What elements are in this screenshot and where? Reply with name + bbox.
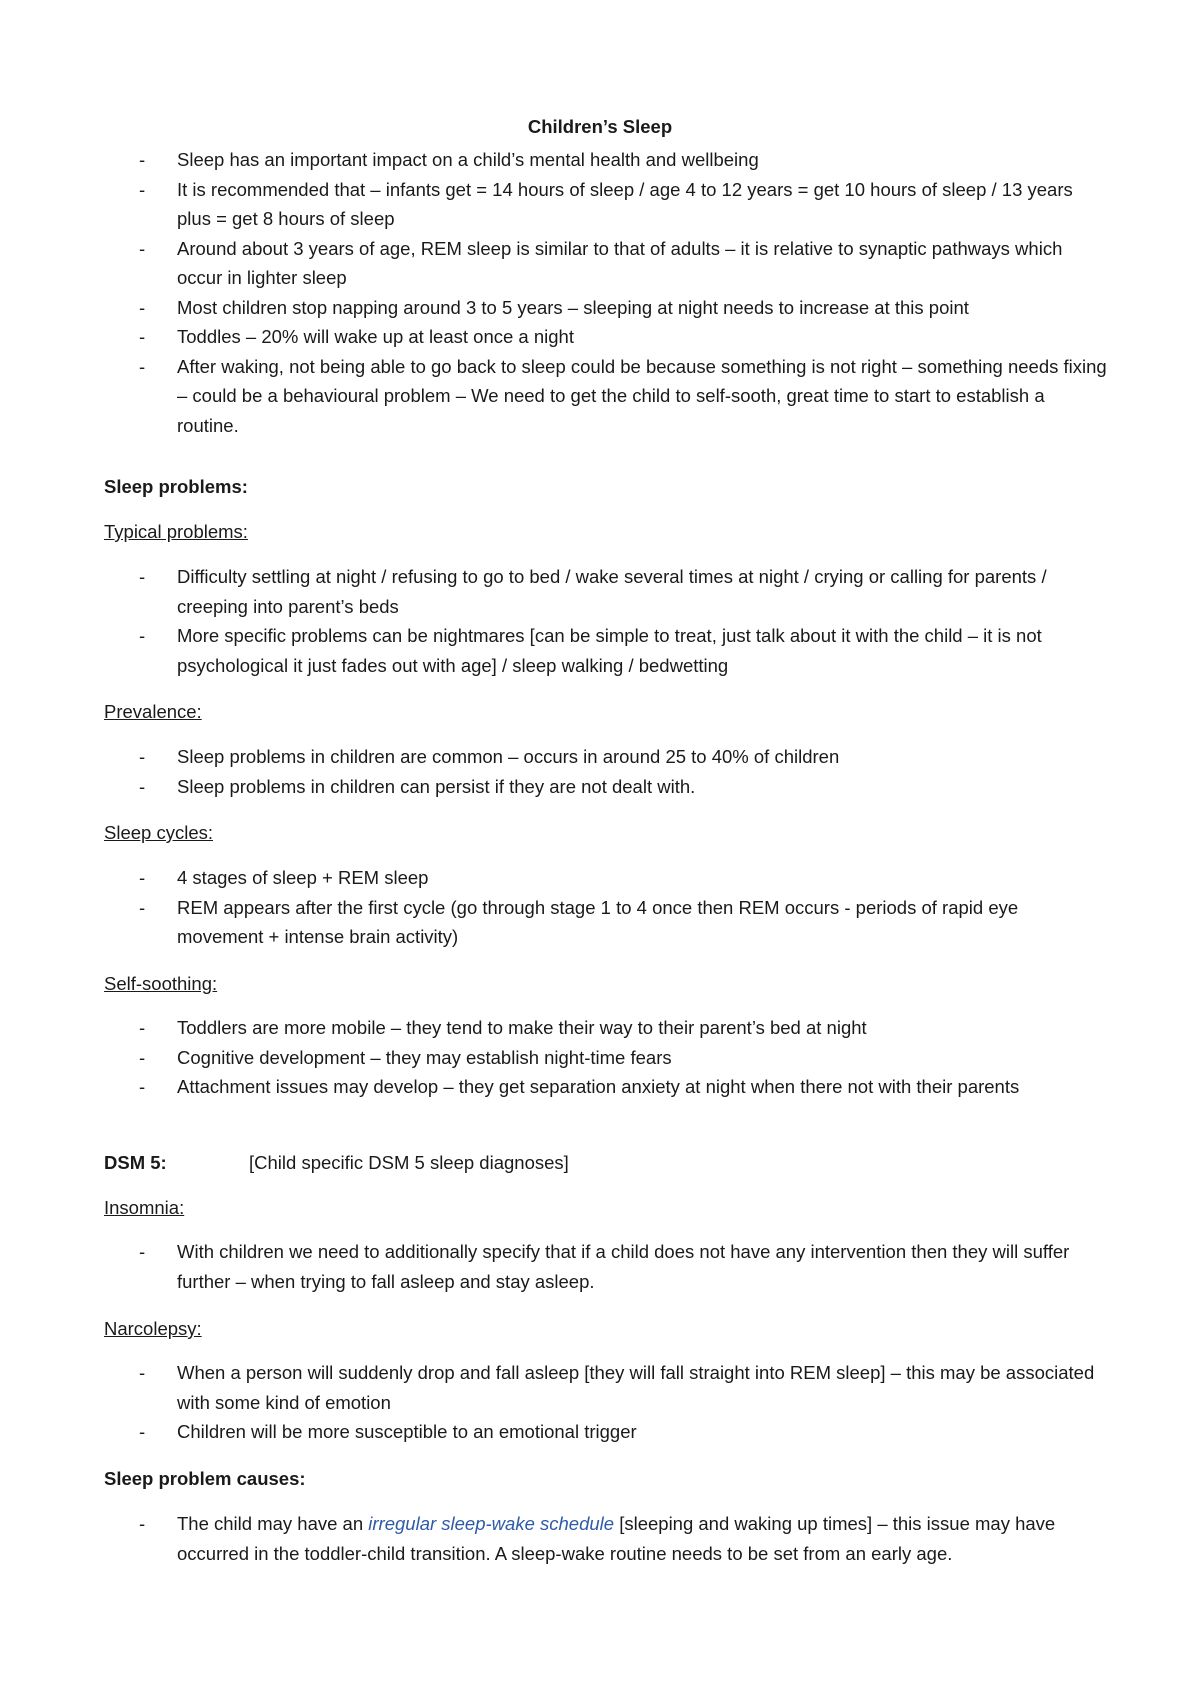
subheading-insomnia: Insomnia: bbox=[104, 1197, 185, 1218]
list-item: - Sleep problems in children are common – occurs in around 25 to 40% of children bbox=[0, 742, 1200, 772]
self-soothing-list bbox=[0, 1013, 1200, 1102]
subheading-narcolepsy: Narcolepsy: bbox=[104, 1318, 202, 1339]
list-item: - Difficulty settling at night / refusing to go to bed / wake several times at night / crying or calling for parents / creeping into parent’s beds bbox=[0, 562, 1200, 621]
list-item: - With children we need to additionally specify that if a child does not have any intervention then they will suffer further – when trying to fall asleep and stay asleep. bbox=[0, 1237, 1200, 1296]
subheading-sleep-cycles: Sleep cycles: bbox=[104, 822, 213, 843]
list-item: - When a person will suddenly drop and fall asleep [they will fall straight into REM sleep] – this may be associated with some kind of emotion bbox=[0, 1358, 1200, 1417]
section-heading-sleep-problems: Sleep problems: bbox=[104, 476, 248, 497]
causes-list bbox=[0, 1509, 1200, 1568]
list-item: - Cognitive development – they may establish night-time fears bbox=[0, 1043, 1200, 1073]
narcolepsy-list bbox=[0, 1358, 1200, 1447]
list-item: - 4 stages of sleep + REM sleep bbox=[0, 863, 1200, 893]
cause-text-suffix: [sleeping and waking up times] – this issue may have occurred in the toddler-child transition. A sleep-wake routine needs to be set from an early age. bbox=[177, 1513, 1056, 1564]
list-item bbox=[0, 1509, 1200, 1568]
subheading-prevalence: Prevalence: bbox=[104, 701, 202, 722]
list-item: - Sleep problems in children can persist if they are not dealt with. bbox=[0, 772, 1200, 802]
dsm-note: [Child specific DSM 5 sleep diagnoses] bbox=[249, 1152, 569, 1173]
list-item: - Children will be more susceptible to an emotional trigger bbox=[0, 1417, 1200, 1447]
emphasized-term: irregular sleep-wake schedule bbox=[368, 1513, 615, 1534]
typical-problems-list bbox=[0, 562, 1200, 680]
list-item: - Around about 3 years of age, REM sleep is similar to that of adults – it is relative to synaptic pathways which occur in lighter sleep bbox=[0, 234, 1200, 293]
list-item: - It is recommended that – infants get = 14 hours of sleep / age 4 to 12 years = get 10 hours of sleep / 13 years plus = get 8 hours of sleep bbox=[0, 175, 1200, 234]
subheading-self-soothing: Self-soothing: bbox=[104, 973, 218, 994]
prevalence-list bbox=[0, 742, 1200, 801]
page-title: Children’s Sleep bbox=[527, 116, 673, 137]
list-item: - Attachment issues may develop – they get separation anxiety at night when there not with their parents bbox=[0, 1072, 1200, 1102]
list-item: - Most children stop napping around 3 to 5 years – sleeping at night needs to increase at this point bbox=[0, 293, 1200, 323]
cause-text-prefix: The child may have an bbox=[177, 1513, 364, 1534]
list-item: - After waking, not being able to go back to sleep could be because something is not right – something needs fixing – could be a behavioural problem – We need to get the child to self-sooth, great time to start to establish a routine. bbox=[0, 352, 1200, 441]
list-item: - Toddlers are more mobile – they tend to make their way to their parent’s bed at night bbox=[0, 1013, 1200, 1043]
list-item: - Toddles – 20% will wake up at least once a night bbox=[0, 322, 1200, 352]
section-heading-causes: Sleep problem causes: bbox=[104, 1468, 306, 1489]
sleep-cycles-list bbox=[0, 863, 1200, 952]
intro-list bbox=[0, 145, 1200, 440]
insomnia-list bbox=[0, 1237, 1200, 1296]
list-item: - REM appears after the first cycle (go through stage 1 to 4 once then REM occurs - periods of rapid eye movement + intense brain activity) bbox=[0, 893, 1200, 952]
list-item: - More specific problems can be nightmares [can be simple to treat, just talk about it with the child – it is not psychological it just fades out with age] / sleep walking / bedwetting bbox=[0, 621, 1200, 680]
dsm-label: DSM 5: bbox=[104, 1152, 167, 1173]
subheading-typical-problems: Typical problems: bbox=[104, 521, 248, 542]
list-item: - Sleep has an important impact on a child’s mental health and wellbeing bbox=[0, 145, 1200, 175]
